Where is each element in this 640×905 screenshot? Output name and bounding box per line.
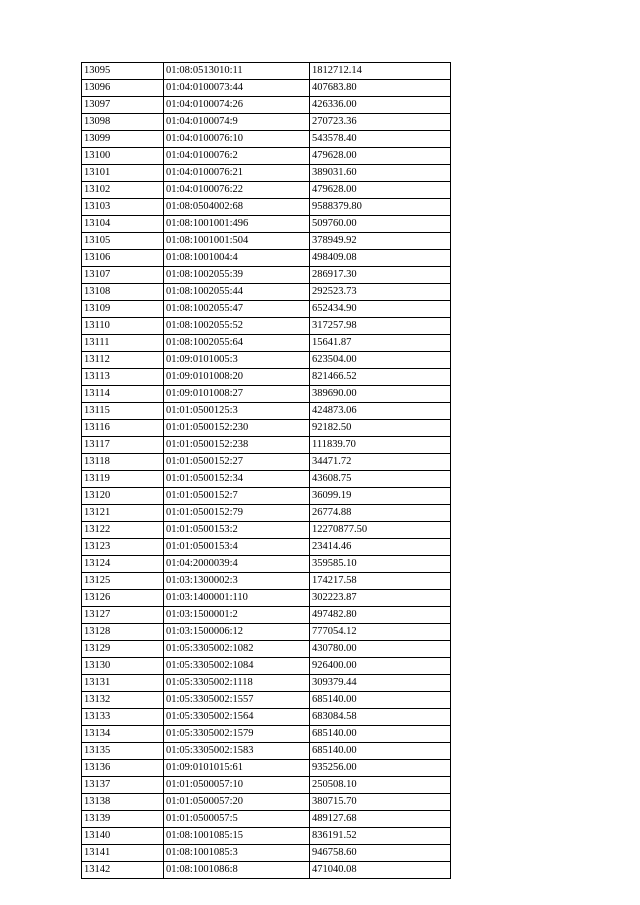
cadastral-number-cell: 01:01:0500152:34 [164, 471, 310, 488]
value-cell: 309379.44 [310, 675, 451, 692]
row-number-cell: 13128 [82, 624, 164, 641]
row-number-cell: 13110 [82, 318, 164, 335]
row-number-cell: 13109 [82, 301, 164, 318]
value-cell: 15641.87 [310, 335, 451, 352]
table-row [82, 165, 451, 182]
value-cell: 36099.19 [310, 488, 451, 505]
cadastral-number-cell: 01:08:1002055:47 [164, 301, 310, 318]
row-number-cell: 13103 [82, 199, 164, 216]
cadastral-number-cell: 01:08:1002055:52 [164, 318, 310, 335]
value-cell: 12270877.50 [310, 522, 451, 539]
row-number-cell: 13123 [82, 539, 164, 556]
table-row [82, 250, 451, 267]
row-number-cell: 13113 [82, 369, 164, 386]
value-cell: 430780.00 [310, 641, 451, 658]
row-number-cell: 13119 [82, 471, 164, 488]
row-number-cell: 13108 [82, 284, 164, 301]
cadastral-number-cell: 01:08:0504002:68 [164, 199, 310, 216]
row-number-cell: 13125 [82, 573, 164, 590]
table-row [82, 420, 451, 437]
table-row [82, 505, 451, 522]
row-number-cell: 13100 [82, 148, 164, 165]
table-row [82, 522, 451, 539]
cadastral-number-cell: 01:09:0101015:61 [164, 760, 310, 777]
value-cell: 286917.30 [310, 267, 451, 284]
cadastral-number-cell: 01:01:0500152:7 [164, 488, 310, 505]
table-row [82, 709, 451, 726]
value-cell: 543578.40 [310, 131, 451, 148]
cadastral-number-cell: 01:04:0100074:9 [164, 114, 310, 131]
row-number-cell: 13118 [82, 454, 164, 471]
table-row [82, 148, 451, 165]
cadastral-number-cell: 01:03:1300002:3 [164, 573, 310, 590]
row-number-cell: 13124 [82, 556, 164, 573]
cadastral-number-cell: 01:03:1400001:110 [164, 590, 310, 607]
value-cell: 424873.06 [310, 403, 451, 420]
cadastral-number-cell: 01:03:1500001:2 [164, 607, 310, 624]
row-number-cell: 13105 [82, 233, 164, 250]
value-cell: 683084.58 [310, 709, 451, 726]
cadastral-number-cell: 01:01:0500152:238 [164, 437, 310, 454]
cadastral-number-cell: 01:03:1500006:12 [164, 624, 310, 641]
row-number-cell: 13097 [82, 97, 164, 114]
value-cell: 498409.08 [310, 250, 451, 267]
value-cell: 497482.80 [310, 607, 451, 624]
value-cell: 479628.00 [310, 182, 451, 199]
cadastral-number-cell: 01:08:1002055:44 [164, 284, 310, 301]
cadastral-number-cell: 01:04:0100076:10 [164, 131, 310, 148]
table-row [82, 199, 451, 216]
value-cell: 836191.52 [310, 828, 451, 845]
table-row [82, 80, 451, 97]
value-cell: 479628.00 [310, 148, 451, 165]
value-cell: 302223.87 [310, 590, 451, 607]
value-cell: 380715.70 [310, 794, 451, 811]
table-row [82, 624, 451, 641]
value-cell: 426336.00 [310, 97, 451, 114]
cadastral-number-cell: 01:04:0100076:22 [164, 182, 310, 199]
row-number-cell: 13130 [82, 658, 164, 675]
cadastral-number-cell: 01:09:0101008:27 [164, 386, 310, 403]
row-number-cell: 13117 [82, 437, 164, 454]
row-number-cell: 13102 [82, 182, 164, 199]
row-number-cell: 13136 [82, 760, 164, 777]
row-number-cell: 13107 [82, 267, 164, 284]
cadastral-number-cell: 01:09:0101008:20 [164, 369, 310, 386]
cadastral-number-cell: 01:08:1001001:496 [164, 216, 310, 233]
row-number-cell: 13138 [82, 794, 164, 811]
row-number-cell: 13139 [82, 811, 164, 828]
table-row [82, 318, 451, 335]
row-number-cell: 13134 [82, 726, 164, 743]
table-row [82, 403, 451, 420]
cadastral-number-cell: 01:05:3305002:1583 [164, 743, 310, 760]
value-cell: 378949.92 [310, 233, 451, 250]
table-row [82, 216, 451, 233]
row-number-cell: 13114 [82, 386, 164, 403]
row-number-cell: 13129 [82, 641, 164, 658]
cadastral-number-cell: 01:08:1001001:504 [164, 233, 310, 250]
row-number-cell: 13112 [82, 352, 164, 369]
cadastral-number-cell: 01:04:0100076:2 [164, 148, 310, 165]
table-row [82, 63, 451, 80]
table-row [82, 675, 451, 692]
cadastral-number-cell: 01:01:0500057:10 [164, 777, 310, 794]
cadastral-number-cell: 01:05:3305002:1082 [164, 641, 310, 658]
cadastral-number-cell: 01:01:0500152:27 [164, 454, 310, 471]
row-number-cell: 13141 [82, 845, 164, 862]
table-row [82, 658, 451, 675]
row-number-cell: 13106 [82, 250, 164, 267]
table-row [82, 828, 451, 845]
table-row [82, 131, 451, 148]
cadastral-number-cell: 01:01:0500057:20 [164, 794, 310, 811]
cadastral-number-cell: 01:05:3305002:1564 [164, 709, 310, 726]
table-row [82, 743, 451, 760]
table-row [82, 556, 451, 573]
cadastral-number-cell: 01:04:0100076:21 [164, 165, 310, 182]
table-row [82, 590, 451, 607]
row-number-cell: 13132 [82, 692, 164, 709]
cadastral-number-cell: 01:01:0500057:5 [164, 811, 310, 828]
table-row [82, 233, 451, 250]
row-number-cell: 13098 [82, 114, 164, 131]
table-row [82, 471, 451, 488]
value-cell: 489127.68 [310, 811, 451, 828]
cadastral-number-cell: 01:08:1002055:64 [164, 335, 310, 352]
table-row [82, 97, 451, 114]
value-cell: 26774.88 [310, 505, 451, 522]
cadastral-number-cell: 01:08:1002055:39 [164, 267, 310, 284]
cadastral-number-cell: 01:04:2000039:4 [164, 556, 310, 573]
table-row [82, 539, 451, 556]
row-number-cell: 13140 [82, 828, 164, 845]
cadastral-number-cell: 01:04:0100073:44 [164, 80, 310, 97]
cadastral-number-cell: 01:01:0500152:230 [164, 420, 310, 437]
table-row [82, 777, 451, 794]
value-cell: 509760.00 [310, 216, 451, 233]
row-number-cell: 13116 [82, 420, 164, 437]
row-number-cell: 13127 [82, 607, 164, 624]
row-number-cell: 13131 [82, 675, 164, 692]
table-row [82, 794, 451, 811]
table-row [82, 437, 451, 454]
table-row [82, 488, 451, 505]
value-cell: 623504.00 [310, 352, 451, 369]
value-cell: 359585.10 [310, 556, 451, 573]
value-cell: 317257.98 [310, 318, 451, 335]
table-row [82, 573, 451, 590]
value-cell: 685140.00 [310, 743, 451, 760]
value-cell: 685140.00 [310, 692, 451, 709]
cadastral-number-cell: 01:08:0513010:11 [164, 63, 310, 80]
row-number-cell: 13126 [82, 590, 164, 607]
row-number-cell: 13095 [82, 63, 164, 80]
row-number-cell: 13099 [82, 131, 164, 148]
row-number-cell: 13104 [82, 216, 164, 233]
cadastral-number-cell: 01:04:0100074:26 [164, 97, 310, 114]
row-number-cell: 13115 [82, 403, 164, 420]
value-cell: 777054.12 [310, 624, 451, 641]
row-number-cell: 13096 [82, 80, 164, 97]
row-number-cell: 13122 [82, 522, 164, 539]
value-cell: 34471.72 [310, 454, 451, 471]
table-row [82, 607, 451, 624]
table-row [82, 335, 451, 352]
row-number-cell: 13135 [82, 743, 164, 760]
value-cell: 111839.70 [310, 437, 451, 454]
row-number-cell: 13101 [82, 165, 164, 182]
table-row [82, 760, 451, 777]
table-row [82, 862, 451, 879]
value-cell: 23414.46 [310, 539, 451, 556]
row-number-cell: 13120 [82, 488, 164, 505]
table-row [82, 369, 451, 386]
value-cell: 471040.08 [310, 862, 451, 879]
table-body [82, 63, 451, 879]
row-number-cell: 13133 [82, 709, 164, 726]
table-row [82, 182, 451, 199]
row-number-cell: 13111 [82, 335, 164, 352]
value-cell: 250508.10 [310, 777, 451, 794]
value-cell: 292523.73 [310, 284, 451, 301]
table-row [82, 352, 451, 369]
table-row [82, 692, 451, 709]
cadastral-number-cell: 01:01:0500152:79 [164, 505, 310, 522]
cadastral-number-cell: 01:01:0500153:2 [164, 522, 310, 539]
cadastral-number-cell: 01:05:3305002:1118 [164, 675, 310, 692]
cadastral-number-cell: 01:09:0101005:3 [164, 352, 310, 369]
cadastral-number-cell: 01:08:1001086:8 [164, 862, 310, 879]
value-cell: 946758.60 [310, 845, 451, 862]
value-cell: 43608.75 [310, 471, 451, 488]
table-row [82, 454, 451, 471]
cadastral-number-cell: 01:05:3305002:1579 [164, 726, 310, 743]
value-cell: 652434.90 [310, 301, 451, 318]
cadastral-number-cell: 01:08:1001085:15 [164, 828, 310, 845]
value-cell: 270723.36 [310, 114, 451, 131]
value-cell: 407683.80 [310, 80, 451, 97]
cadastral-number-cell: 01:01:0500125:3 [164, 403, 310, 420]
table-row [82, 114, 451, 131]
row-number-cell: 13121 [82, 505, 164, 522]
cadastral-number-cell: 01:08:1001004:4 [164, 250, 310, 267]
table-row [82, 726, 451, 743]
cadastral-value-table [81, 62, 451, 879]
value-cell: 174217.58 [310, 573, 451, 590]
value-cell: 389690.00 [310, 386, 451, 403]
row-number-cell: 13137 [82, 777, 164, 794]
value-cell: 9588379.80 [310, 199, 451, 216]
value-cell: 926400.00 [310, 658, 451, 675]
value-cell: 1812712.14 [310, 63, 451, 80]
table-row [82, 284, 451, 301]
cadastral-number-cell: 01:01:0500153:4 [164, 539, 310, 556]
cadastral-number-cell: 01:08:1001085:3 [164, 845, 310, 862]
table-row [82, 267, 451, 284]
table-row [82, 301, 451, 318]
table-row [82, 641, 451, 658]
cadastral-number-cell: 01:05:3305002:1084 [164, 658, 310, 675]
value-cell: 389031.60 [310, 165, 451, 182]
table-row [82, 845, 451, 862]
value-cell: 821466.52 [310, 369, 451, 386]
value-cell: 92182.50 [310, 420, 451, 437]
cadastral-number-cell: 01:05:3305002:1557 [164, 692, 310, 709]
value-cell: 935256.00 [310, 760, 451, 777]
table-row [82, 386, 451, 403]
row-number-cell: 13142 [82, 862, 164, 879]
value-cell: 685140.00 [310, 726, 451, 743]
table-row [82, 811, 451, 828]
